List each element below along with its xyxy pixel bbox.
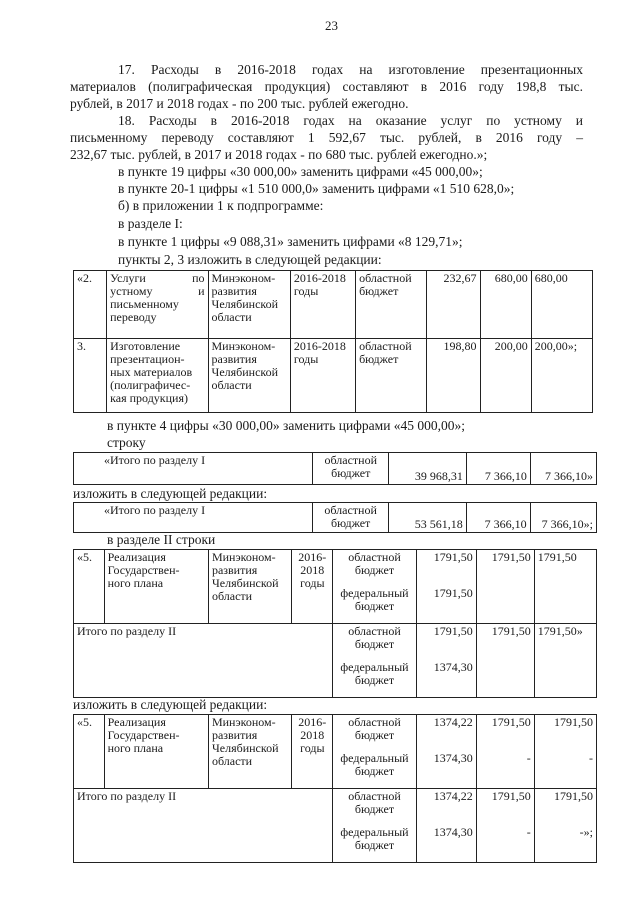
cell-2016: 1374,22 1374,30 [416, 789, 476, 863]
cell-source: областной бюджет [313, 503, 389, 533]
cell-2016: 39 968,31 [389, 453, 466, 485]
items23-line: пункты 2, 3 изложить в следующей редакции: [118, 252, 382, 267]
cell-2017: 1791,50 - [476, 789, 534, 863]
cell-2016: 198,80 [427, 339, 480, 413]
table-section2-new [73, 714, 597, 863]
izlozhit-line-1: изложить в следующей редакции: [73, 486, 268, 501]
cell-years: 2016- 2018 годы [292, 715, 333, 789]
cell-source: областной бюджет [313, 453, 389, 485]
item20-1-line: в пункте 20-1 цифры «1 510 000,0» заменить цифрами «1 510 628,0»; [118, 181, 515, 196]
cell-source: областной бюджет [356, 271, 427, 339]
cell-2018: 1791,50 -»; [534, 789, 596, 863]
para17-line1: 17. Расходы в 2016-2018 годах на изготовление презентационных [118, 62, 583, 77]
cell-exec: Минэконом- развития Челябинской области [208, 339, 290, 413]
item1-line: в пункте 1 цифры «9 088,31» заменить цифрами «8 129,71»; [118, 234, 463, 249]
table-items-2-3 [73, 270, 593, 413]
cell-name: Реализация Государствен- ного плана [104, 550, 208, 624]
cell-source: областной бюджет федеральный бюджет [333, 624, 416, 698]
table-row [74, 453, 597, 485]
cell-num: «5. [74, 715, 105, 789]
cell-2017: 1791,50 [476, 550, 534, 624]
cell-num: «2. [74, 271, 107, 339]
cell-2017: 680,00 [480, 271, 531, 339]
cell-2016: 1374,22 1374,30 [416, 715, 476, 789]
cell-num: «5. [74, 550, 105, 624]
cell-num: 3. [74, 339, 107, 413]
cell-2017: 7 366,10 [466, 453, 530, 485]
table-row [74, 624, 597, 698]
cell-name: Реализация Государствен- ного плана [104, 715, 208, 789]
table-row [74, 503, 597, 533]
cell-2017: 7 366,10 [466, 503, 530, 533]
table-row [74, 789, 597, 863]
cell-source: областной бюджет федеральный бюджет [333, 550, 416, 624]
table-row [74, 339, 593, 413]
section2-line: в разделе II строки [107, 532, 216, 547]
stroku-line: строку [107, 435, 146, 450]
table-total-section1-new [73, 502, 597, 533]
item4-line: в пункте 4 цифры «30 000,00» заменить цифрами «45 000,00»; [107, 418, 466, 433]
cell-name: Услуги по устному и письменному переводу [107, 271, 208, 339]
para17-line3: рублей, в 2017 и 2018 годах - по 200 тыс. рублей ежегодно. [70, 96, 409, 111]
cell-source: областной бюджет федеральный бюджет [333, 715, 416, 789]
para18-line2: письменному переводу составляют 1 592,67 тыс. рублей, в 2016 году – [70, 130, 583, 145]
cell-exec: Минэконом- развития Челябинской области [208, 271, 290, 339]
cell-total-label: Итого по разделу II [74, 789, 333, 863]
izlozhit-line-2: изложить в следующей редакции: [73, 697, 268, 712]
appendix-line: б) в приложении 1 к подпрограмме: [118, 198, 324, 213]
cell-2016: 232,67 [427, 271, 480, 339]
table-row [74, 550, 597, 624]
cell-source: областной бюджет [356, 339, 427, 413]
cell-2016: 1791,50 1374,30 [416, 624, 476, 698]
para18-line3: 232,67 тыс. рублей, в 2017 и 2018 годах - по 680 тыс. рублей ежегодно.»; [70, 147, 488, 162]
cell-2017: 1791,50 - [476, 715, 534, 789]
cell-2018: 1791,50 [534, 550, 596, 624]
cell-2018: 1791,50 - [534, 715, 596, 789]
section1-line: в разделе I: [118, 216, 183, 231]
para18-line1: 18. Расходы в 2016-2018 годах на оказание услуг по устному и [118, 113, 583, 128]
table-row [74, 271, 593, 339]
cell-2018: 7 366,10» [530, 453, 596, 485]
item19-line: в пункте 19 цифры «30 000,00» заменить цифрами «45 000,00»; [118, 164, 483, 179]
page-number: 23 [325, 18, 338, 33]
cell-label: «Итого по разделу I [74, 503, 313, 533]
cell-name: Изготовление презентацион- ных материалов (полиграфичес- кая продукция) [107, 339, 208, 413]
table-section2-old [73, 549, 597, 698]
cell-2017: 1791,50 [476, 624, 534, 698]
cell-source: областной бюджет федеральный бюджет [333, 789, 416, 863]
cell-label: «Итого по разделу I [74, 453, 313, 485]
cell-2016: 53 561,18 [389, 503, 466, 533]
cell-2018: 200,00»; [531, 339, 592, 413]
para17-line2: материалов (полиграфическая продукция) составляют в 2016 году 198,8 тыс. [70, 79, 583, 94]
cell-2018: 680,00 [531, 271, 592, 339]
cell-2018: 1791,50» [534, 624, 596, 698]
cell-years: 2016- 2018 годы [292, 550, 333, 624]
cell-exec: Минэконом- развития Челябинской области [208, 715, 291, 789]
cell-2018: 7 366,10»; [530, 503, 596, 533]
table-total-section1-old [73, 452, 597, 485]
table-row [74, 715, 597, 789]
cell-years: 2016-2018 годы [290, 271, 355, 339]
cell-2017: 200,00 [480, 339, 531, 413]
cell-total-label: Итого по разделу II [74, 624, 333, 698]
cell-years: 2016-2018 годы [290, 339, 355, 413]
cell-2016: 1791,50 1791,50 [416, 550, 476, 624]
cell-exec: Минэконом- развития Челябинской области [208, 550, 291, 624]
